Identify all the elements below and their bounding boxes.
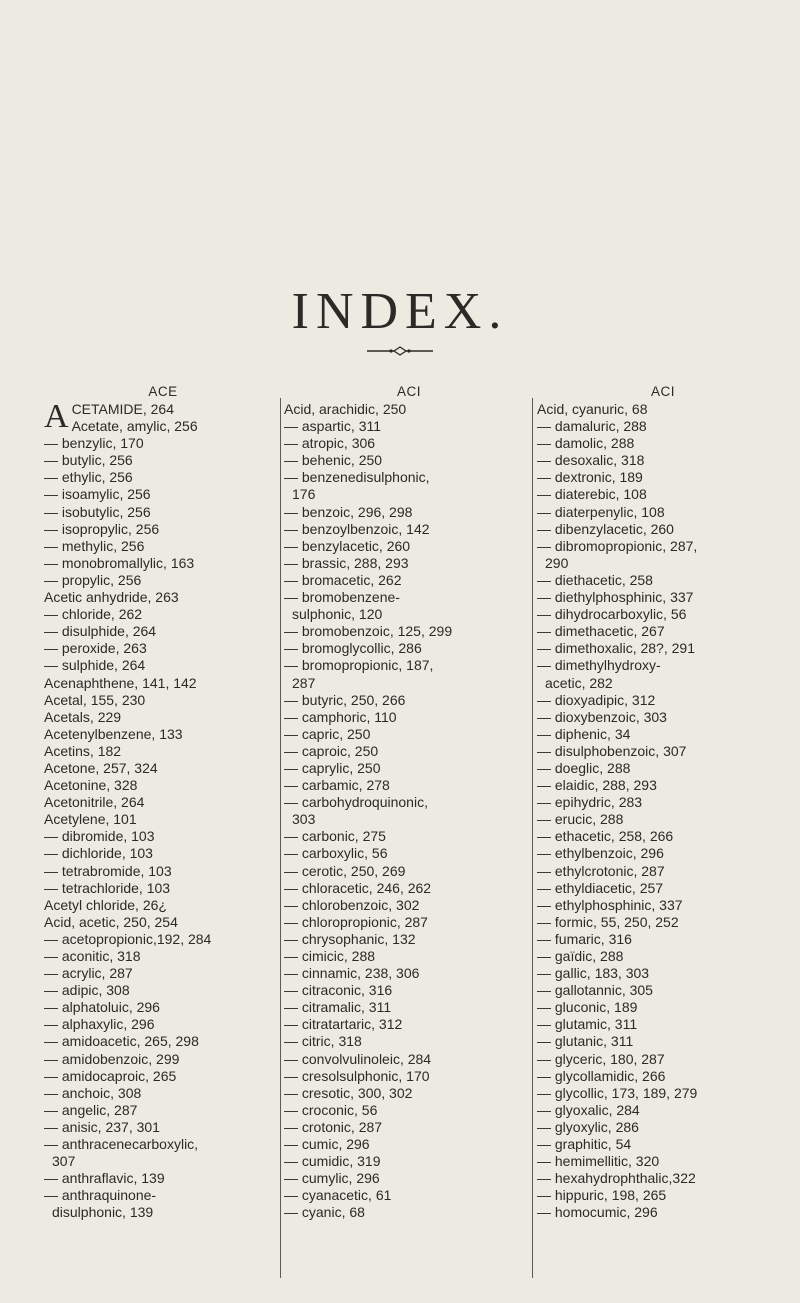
index-entry: — dibromide, 103 — [44, 828, 155, 845]
index-entry: — citramalic, 311 — [284, 999, 392, 1016]
column-running-head: ACI — [396, 384, 421, 399]
index-entry: — atropic, 306 — [284, 435, 376, 452]
index-entry: — glycollic, 173, 189, 279 — [537, 1084, 698, 1101]
index-entry: — carbohydroquinonic, — [284, 794, 428, 811]
index-entry: — disulphide, 264 — [44, 623, 157, 640]
index-entry: — ethylcrotonic, 287 — [537, 862, 665, 879]
index-entry: — chloride, 262 — [44, 606, 143, 623]
index-entry: Acetone, 257, 324 — [44, 759, 158, 776]
index-entry: Acetylene, 101 — [44, 811, 137, 828]
index-column-2 — [284, 384, 534, 1222]
index-entry: Acetonine, 328 — [44, 777, 138, 794]
index-entry: — ethylbenzoic, 296 — [537, 845, 664, 862]
page-title: INDEX. — [291, 283, 509, 340]
index-entry: — glyoxylic, 286 — [537, 1118, 639, 1135]
index-entry-continuation: acetic, 282 — [545, 674, 613, 691]
index-entry: — caproic, 250 — [284, 742, 379, 759]
entry-list — [44, 398, 282, 1222]
index-entry: — amidocaproic, 265 — [44, 1067, 177, 1084]
index-entry: — cresotic, 300, 302 — [284, 1084, 413, 1101]
index-entry: — propylic, 256 — [44, 571, 142, 588]
index-column-1 — [44, 384, 282, 1222]
entry-list — [284, 401, 534, 1222]
index-entry: — anthracenecarboxylic, — [44, 1136, 199, 1153]
index-entry: — aconitic, 318 — [44, 948, 141, 964]
entry-list — [537, 401, 789, 1222]
index-entry: Acetal, 155, 230 — [44, 691, 146, 708]
index-entry: — dimethacetic, 267 — [537, 623, 665, 640]
index-entry: — butylic, 256 — [44, 452, 133, 469]
index-entry: — anthraquinone- — [44, 1187, 157, 1204]
index-entry: — damolic, 288 — [537, 435, 635, 452]
index-entry: — diaterebic, 108 — [537, 486, 647, 503]
index-entry: Acetonitrile, 264 — [44, 794, 145, 811]
index-entry-continuation: 287 — [292, 674, 316, 691]
index-entry-continuation: 303 — [292, 811, 316, 828]
index-entry: Acetyl chloride, 26¿ — [44, 896, 167, 913]
index-entry: — bromopropionic, 187, — [284, 657, 434, 674]
index-entry: Acetenylbenzene, 133 — [44, 725, 183, 742]
index-entry: Acenaphthene, 141, 142 — [44, 674, 197, 691]
index-entry: — diphenic, 34 — [537, 725, 631, 742]
index-entry: — aspartic, 311 — [284, 418, 382, 435]
index-entry: — dibenzylacetic, 260 — [537, 520, 674, 537]
index-entry: — isoamylic, 256 — [44, 486, 151, 503]
index-entry: — ethylphosphinic, 337 — [537, 896, 683, 913]
index-entry: — tetrachloride, 103 — [44, 879, 171, 896]
index-entry: — benzoic, 296, 298 — [284, 503, 413, 520]
index-entry: — citric, 318 — [284, 1033, 362, 1050]
index-entry: — isobutylic, 256 — [44, 503, 151, 520]
index-entry: — brassic, 288, 293 — [284, 554, 409, 571]
index-entry: Acetate, amylic, 256 — [71, 418, 198, 435]
index-entry: — butyric, 250, 266 — [284, 691, 406, 708]
index-entry: — methylic, 256 — [44, 537, 145, 554]
index-entry-continuation: disulphonic, 139 — [52, 1204, 154, 1221]
index-entry: — adipic, 308 — [44, 982, 130, 999]
index-entry: — cyanic, 68 — [284, 1204, 365, 1221]
index-entry: — cumic, 296 — [284, 1136, 370, 1153]
index-entry-continuation: 307 — [52, 1153, 76, 1170]
index-entry: — erucic, 288 — [537, 811, 624, 828]
index-entry: — glutanic, 311 — [537, 1033, 634, 1050]
index-entry: — chlorobenzoic, 302 — [284, 896, 420, 913]
index-entry-continuation: 176 — [292, 486, 316, 503]
index-entry: — acetopropionic,192, 284 — [44, 930, 212, 947]
index-entry: — angelic, 287 — [44, 1101, 138, 1118]
index-entry: — sulphide, 264 — [44, 657, 146, 674]
index-entry: — convolvulinoleic, 284 — [284, 1050, 432, 1067]
index-column-3 — [537, 384, 789, 1222]
index-entry: — hemimellitic, 320 — [537, 1153, 660, 1170]
index-entry: — citraconic, 316 — [284, 982, 393, 999]
index-entry: — formic, 55, 250, 252 — [537, 913, 679, 930]
index-entry: — benzylacetic, 260 — [284, 537, 411, 554]
index-entry: — dextronic, 189 — [537, 469, 643, 486]
index-entry: — glyoxalic, 284 — [537, 1101, 640, 1118]
index-entry: — bromoglycollic, 286 — [284, 640, 422, 657]
index-entry: — homocumic, 296 — [537, 1204, 658, 1221]
index-entry: Acid, acetic, 250, 254 — [44, 913, 178, 930]
index-entry: — isopropylic, 256 — [44, 520, 160, 537]
index-entry: — cresolsulphonic, 170 — [284, 1067, 430, 1084]
index-entry: — ethyldiacetic, 257 — [537, 879, 664, 896]
index-entry: — peroxide, 263 — [44, 640, 147, 657]
index-entry: CETAMIDE, 264 — [71, 401, 174, 417]
index-entry: — diethacetic, 258 — [537, 571, 653, 588]
index-entry: — diethylphosphinic, 337 — [537, 589, 694, 606]
index-entry: — cerotic, 250, 269 — [284, 862, 406, 879]
index-entry: — cumylic, 296 — [284, 1170, 380, 1187]
index-entry: — anchoic, 308 — [44, 1084, 142, 1101]
index-entry: — gluconic, 189 — [537, 999, 638, 1016]
index-entry: — behenic, 250 — [284, 452, 383, 469]
drop-cap: A — [44, 398, 69, 435]
index-entry: — chrysophanic, 132 — [284, 930, 416, 947]
index-entry: — anisic, 237, 301 — [44, 1118, 160, 1135]
index-entry: — cinnamic, 238, 306 — [284, 965, 420, 982]
index-entry: — ethylic, 256 — [44, 469, 133, 486]
index-entry: — citratartaric, 312 — [284, 1016, 403, 1033]
index-entry: — cyanacetic, 61 — [284, 1187, 392, 1204]
index-entry: — disulphobenzoic, 307 — [537, 742, 687, 759]
index-entry: — amidoacetic, 265, 298 — [44, 1033, 199, 1050]
index-entry-continuation: 290 — [545, 554, 569, 571]
index-entry: — graphitic, 54 — [537, 1136, 632, 1153]
index-entry: — glyceric, 180, 287 — [537, 1050, 665, 1067]
index-entry-continuation: sulphonic, 120 — [292, 606, 383, 623]
index-entry: — bromobenzene- — [284, 589, 400, 606]
index-entry: — gallotannic, 305 — [537, 982, 653, 999]
index-entry: — bromacetic, 262 — [284, 571, 402, 588]
index-entry: Acetic anhydride, 263 — [44, 589, 179, 606]
index-entry: — diaterpenylic, 108 — [537, 503, 665, 520]
index-entry: — acrylic, 287 — [44, 965, 133, 982]
index-entry: — hippuric, 198, 265 — [537, 1187, 667, 1204]
index-entry: — croconic, 56 — [284, 1101, 378, 1118]
index-entry: — glycollamidic, 266 — [537, 1067, 666, 1084]
index-entry: — damaluric, 288 — [537, 418, 647, 435]
index-entry: — dibromopropionic, 287, — [537, 537, 698, 554]
column-running-head: ACE — [148, 384, 178, 399]
index-entry: — carbonic, 275 — [284, 828, 386, 845]
index-entry: — amidobenzoic, 299 — [44, 1050, 180, 1067]
index-entry: — dioxybenzoic, 303 — [537, 708, 667, 725]
index-entry: — desoxalic, 318 — [537, 452, 645, 469]
column-running-head: ACI — [650, 384, 675, 399]
index-entry: — benzoylbenzoic, 142 — [284, 520, 430, 537]
index-entry: — dimethoxalic, 28?, 291 — [537, 640, 695, 657]
index-entry: — benzylic, 170 — [44, 435, 144, 452]
index-entry: — elaidic, 288, 293 — [537, 777, 657, 794]
index-entry: — gaïdic, 288 — [537, 948, 624, 964]
index-entry: — epihydric, 283 — [537, 794, 643, 811]
index-entry: — monobromallylic, 163 — [44, 554, 195, 571]
index-entry: — glutamic, 311 — [537, 1016, 638, 1033]
index-entry: — chloropropionic, 287 — [284, 913, 428, 930]
index-entry: — cumidic, 319 — [284, 1153, 381, 1170]
index-entry: — crotonic, 287 — [284, 1118, 383, 1135]
index-entry: — alphatoluic, 296 — [44, 999, 160, 1016]
index-entry: — dimethylhydroxy- — [537, 657, 661, 674]
index-entry: — doeglic, 288 — [537, 759, 631, 776]
index-entry: — dioxyadipic, 312 — [537, 691, 656, 708]
index-entry: — anthraflavic, 139 — [44, 1170, 165, 1187]
index-entry: — ethacetic, 258, 266 — [537, 828, 674, 845]
index-entry: — dihydrocarboxylic, 56 — [537, 606, 687, 623]
index-entry: — alphaxylic, 296 — [44, 1016, 155, 1033]
index-entry: Acid, arachidic, 250 — [284, 401, 407, 417]
index-entry: — bromobenzoic, 125, 299 — [284, 623, 453, 640]
index-entry: — caprylic, 250 — [284, 759, 381, 776]
index-entry: — capric, 250 — [284, 725, 371, 742]
index-entry: — hexahydrophthalic,322 — [537, 1170, 696, 1187]
index-entry: Acetals, 229 — [44, 708, 122, 725]
index-entry: — carbamic, 278 — [284, 777, 390, 794]
index-entry: Acid, cyanuric, 68 — [537, 401, 648, 417]
index-entry: — tetrabromide, 103 — [44, 862, 172, 879]
index-entry: — cimicic, 288 — [284, 948, 376, 964]
index-entry: — dichloride, 103 — [44, 845, 153, 862]
title-ornament — [367, 346, 433, 356]
index-entry: — camphoric, 110 — [284, 708, 397, 725]
index-entry: — fumaric, 316 — [537, 930, 632, 947]
index-entry: Acetins, 182 — [44, 742, 122, 759]
index-entry: — benzenedisulphonic, — [284, 469, 430, 486]
index-entry: — gallic, 183, 303 — [537, 965, 650, 982]
index-entry: — carboxylic, 56 — [284, 845, 388, 862]
index-entry: — chloracetic, 246, 262 — [284, 879, 432, 896]
